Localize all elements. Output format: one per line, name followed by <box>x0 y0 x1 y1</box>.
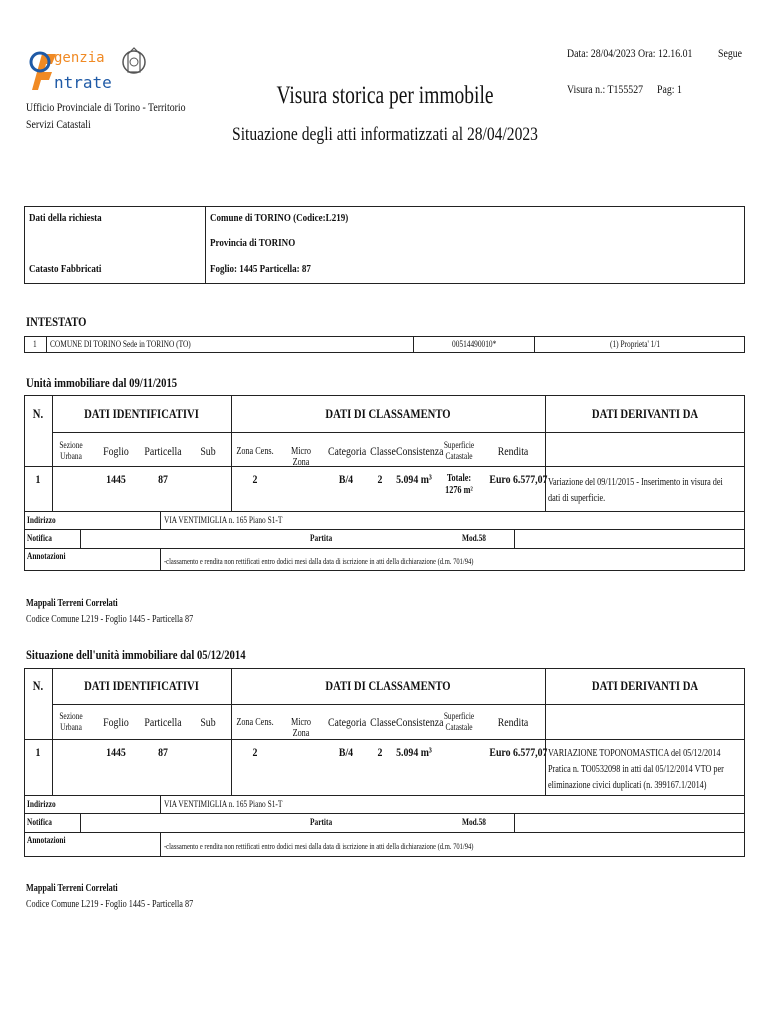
row-n: 1 <box>35 472 41 486</box>
col-categoria: Categoria <box>327 715 367 729</box>
richiesta-box <box>24 206 745 284</box>
classe-cell: 2 <box>377 745 383 759</box>
logo-text-bottom: ntrate <box>54 73 112 92</box>
col-micro: Micro Zona <box>290 717 312 739</box>
col-header-identificativi: DATI IDENTIFICATIVI <box>84 406 199 421</box>
foglio-value: Foglio: 1445 Particella: 87 <box>210 263 311 275</box>
row-n: 1 <box>35 745 41 759</box>
comune-value: Comune di TORINO (Codice:L219) <box>210 212 349 224</box>
divider <box>24 511 745 512</box>
col-foglio: Foglio <box>103 715 129 729</box>
divider <box>24 548 745 549</box>
col-zona: Zona Cens. <box>236 717 274 728</box>
partita-label: Partita <box>310 533 333 543</box>
col-micro: Micro Zona <box>290 446 312 468</box>
annotazioni-value: -classamento e rendita non rettificati entro dodici mesi dalla data di iscrizione in atti della dichiarazione (d.m. 701/94) <box>164 557 474 566</box>
indirizzo-value: VIA VENTIMIGLIA n. 165 Piano S1-T <box>164 799 283 809</box>
logo-text-top: genzia <box>54 50 105 66</box>
divider <box>24 795 745 796</box>
divider <box>160 795 161 813</box>
col-header-derivanti: DATI DERIVANTI DA <box>591 406 699 421</box>
col-particella: Particella <box>144 444 182 458</box>
page-title: Visura storica per immobile <box>276 82 494 109</box>
divider <box>24 832 745 833</box>
particella-cell: 87 <box>158 472 168 486</box>
divider <box>231 395 232 511</box>
divider <box>514 813 515 832</box>
consistenza-cell: 5.094 m³ <box>396 472 432 486</box>
page-number: Pag: 1 <box>657 82 682 96</box>
mappali2-text: Codice Comune L219 - Foglio 1445 - Particella 87 <box>26 899 194 910</box>
divider <box>413 336 414 353</box>
segue-label: Segue <box>718 46 743 60</box>
mappali1-title: Mappali Terreni Correlati <box>26 598 118 609</box>
col-classe: Classe <box>370 715 396 729</box>
annotazioni-label: Annotazioni <box>27 551 66 561</box>
rendita-cell: Euro 6.577,07 <box>489 745 548 759</box>
col-zona: Zona Cens. <box>236 446 274 457</box>
divider <box>231 668 232 795</box>
divider <box>80 813 81 832</box>
rendita-cell: Euro 6.577,07 <box>489 472 548 486</box>
col-header-n: N. <box>32 678 44 693</box>
col-sub: Sub <box>200 444 216 458</box>
divider <box>160 548 161 571</box>
divider <box>160 832 161 857</box>
divider <box>24 466 745 467</box>
divider <box>160 511 161 529</box>
intestato-num: 1 <box>33 339 37 349</box>
office-line1: Ufficio Provinciale di Torino - Territorio <box>26 100 186 114</box>
divider <box>24 813 745 814</box>
categoria-cell: B/4 <box>338 745 354 759</box>
visura-number: Visura n.: T155527 <box>567 82 644 96</box>
unita2-title: Situazione dell'unità immobiliare dal 05/12/2014 <box>26 647 246 662</box>
intestato-diritto: (1) Proprieta' 1/1 <box>610 339 661 349</box>
intestato-nome: COMUNE DI TORINO Sede in TORINO (TO) <box>50 339 191 349</box>
categoria-cell: B/4 <box>338 472 354 486</box>
col-sub: Sub <box>200 715 216 729</box>
annotazioni-value: -classamento e rendita non rettificati entro dodici mesi dalla data di iscrizione in atti della dichiarazione (d.m. 701/94) <box>164 842 474 851</box>
indirizzo-value: VIA VENTIMIGLIA n. 165 Piano S1-T <box>164 515 283 525</box>
divider <box>545 395 546 511</box>
mod58-label: Mod.58 <box>462 817 486 827</box>
intestato-cf: 00514490010* <box>452 339 497 349</box>
col-sezione: Sezione Urbana <box>59 711 83 732</box>
annotazioni-label: Annotazioni <box>27 835 66 845</box>
divider <box>545 668 546 795</box>
col-consistenza: Consistenza <box>395 715 444 729</box>
col-particella: Particella <box>144 715 182 729</box>
divider <box>24 529 745 530</box>
indirizzo-label: Indirizzo <box>27 799 56 809</box>
mappali1-text: Codice Comune L219 - Foglio 1445 - Particella 87 <box>26 614 194 625</box>
divider <box>52 668 53 795</box>
col-rendita: Rendita <box>497 444 529 458</box>
divider <box>52 395 53 511</box>
foglio-cell: 1445 <box>106 472 126 486</box>
particella-cell: 87 <box>158 745 168 759</box>
mod58-label: Mod.58 <box>462 533 486 543</box>
divider <box>80 529 81 548</box>
col-classe: Classe <box>370 444 396 458</box>
catasto-label: Catasto Fabbricati <box>29 263 102 275</box>
intestato-title: INTESTATO <box>26 314 87 329</box>
divider <box>46 336 47 353</box>
derivanti-cell: VARIAZIONE TOPONOMASTICA del 05/12/2014 Pratica n. TO0532098 in atti dal 05/12/2014 VTO per eliminazione civici duplicati (n. 399167.1/2014) <box>548 748 724 791</box>
col-header-derivanti: DATI DERIVANTI DA <box>591 678 699 693</box>
page-subtitle: Situazione degli atti informatizzati al 28/04/2023 <box>232 124 538 145</box>
provincia-value: Provincia di TORINO <box>210 237 296 249</box>
col-foglio: Foglio <box>103 444 129 458</box>
consistenza-cell: 5.094 m³ <box>396 745 432 759</box>
zona-cell: 2 <box>252 472 258 486</box>
col-superficie: Superficie Catastale <box>443 711 475 732</box>
col-consistenza: Consistenza <box>395 444 444 458</box>
col-rendita: Rendita <box>497 715 529 729</box>
mappali2-title: Mappali Terreni Correlati <box>26 883 118 894</box>
classe-cell: 2 <box>377 472 383 486</box>
indirizzo-label: Indirizzo <box>27 515 56 525</box>
partita-label: Partita <box>310 817 333 827</box>
col-sezione: Sezione Urbana <box>59 440 83 461</box>
col-header-classamento: DATI DI CLASSAMENTO <box>325 406 451 421</box>
superficie-cell: Totale: 1276 m² <box>445 473 473 496</box>
notifica-label: Notifica <box>27 817 53 827</box>
data-ora: Data: 28/04/2023 Ora: 12.16.01 <box>567 46 693 60</box>
office-line2: Servizi Catastali <box>26 117 91 131</box>
divider <box>205 206 206 284</box>
col-header-classamento: DATI DI CLASSAMENTO <box>325 678 451 693</box>
notifica-label: Notifica <box>27 533 53 543</box>
unita1-title: Unità immobiliare dal 09/11/2015 <box>26 375 178 390</box>
col-header-identificativi: DATI IDENTIFICATIVI <box>84 678 199 693</box>
divider <box>514 529 515 548</box>
col-categoria: Categoria <box>327 444 367 458</box>
col-superficie: Superficie Catastale <box>443 440 475 461</box>
divider <box>534 336 535 353</box>
divider <box>52 432 745 433</box>
col-header-n: N. <box>32 406 44 421</box>
divider <box>52 704 745 705</box>
richiesta-label: Dati della richiesta <box>29 212 102 224</box>
foglio-cell: 1445 <box>106 745 126 759</box>
divider <box>24 739 745 740</box>
derivanti-cell: Variazione del 09/11/2015 - Inserimento in visura dei dati di superficie. <box>548 477 723 504</box>
zona-cell: 2 <box>252 745 258 759</box>
